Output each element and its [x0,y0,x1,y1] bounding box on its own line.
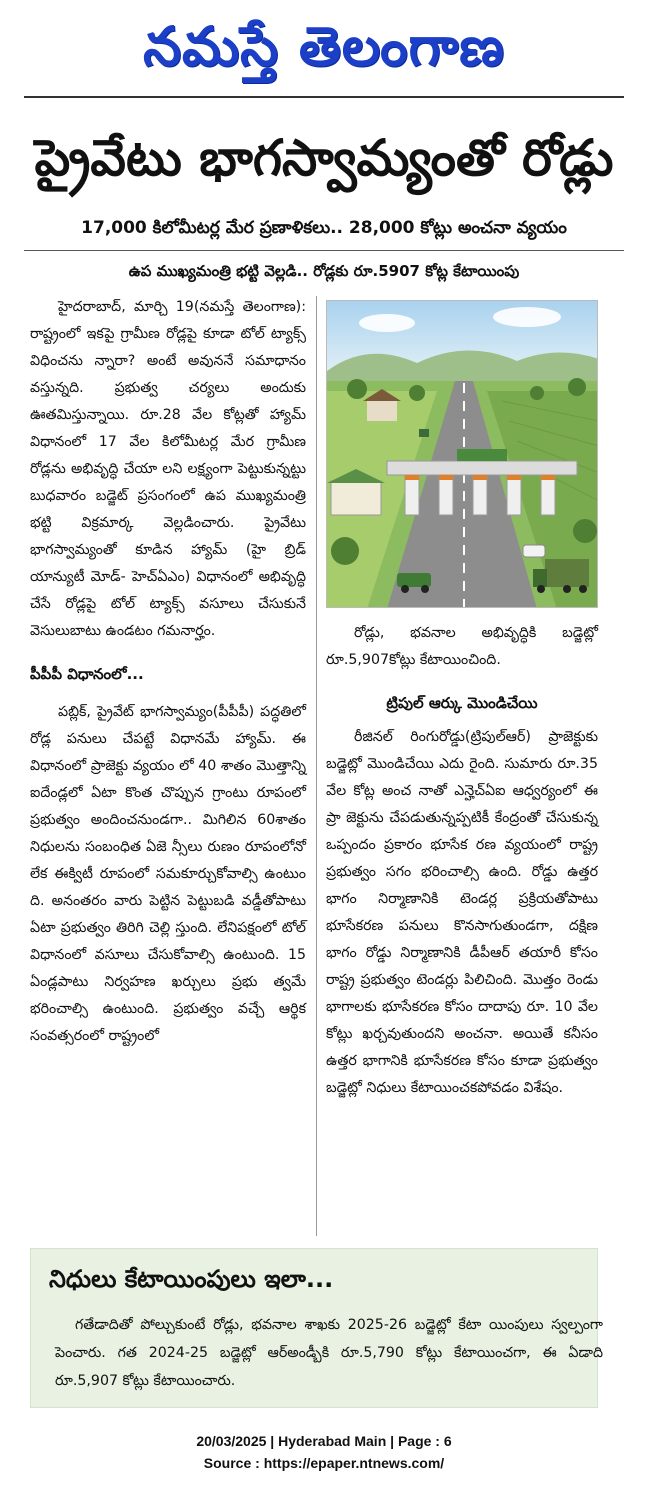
toll-plaza-image [327,301,598,608]
right-paragraph-1: రోడ్లు, భవనాల అభివృద్ధికి బడ్జెట్లో రూ.5,907కోట్లు కేటాయించింది. [326,625,598,668]
right-paragraph-2: రీజినల్ రింగురోడ్డు(ట్రిపుల్ఆర్) ప్రాజెక్టుకు బడ్జెట్లో మొండిచేయి ఎదు రైంది. సుమారు రూ.35 వేల కోట్ల అంచ నాతో ఎన్హెచ్ఏఐ ఆధ్వర్యంలో ఈ ప్రా జెక్టును చేపడుతున్నప్పటికీ కేంద్రంతో చేసుకున్న ఒప్పందం ప్రకారం భూసేక రణ వ్యయంలో రాష్ట్ర ప్రభుత్వం సగం భరించాల్సి ఉంది. రోడ్డు ఉత్తర భాగం నిర్మాణానికి టెండర్ల ప్రక్రియతోపాటు భూసేకరణ పనులు కొనసాగుతుండగా, దక్షిణ భాగం రోడ్డు నిర్మాణానికి డీపీఆర్ తయారీ కోసం రాష్ట్ర ప్రభుత్వం టెండర్లు పిలిచింది. మొత్తం రెండు భాగాలకు భూసేకరణ కోసం దాదాపు రూ. 10 వేల కోట్లు ఖర్చవుతుందని అంచనా. అయితే కనీసం ఉత్తర భాగానికి భూసేకరణ కోసం కూడా ప్రభుత్వం బడ్జెట్లో నిధులు కేటాయించకపోవడం విశేషం. [326,729,598,1096]
column-divider [316,296,317,1236]
funding-box-title: నిధులు కేటాయింపులు ఇలా... [49,1265,334,1293]
right-column [326,620,598,1102]
road-toll-illustration [326,300,598,608]
footer-date-edition: 20/03/2025 | Hyderabad Main | Page : 6 [196,1433,452,1449]
funding-box [30,1248,603,1408]
masthead-rule [24,96,624,98]
subheadline-primary: 17,000 కిలోమీటర్ల మేర ప్రణాళికలు.. 28,000 కోట్లు అంచనా వ్యయం [81,218,567,238]
left-column [30,294,306,1050]
headline: ప్రైవేటు భాగస్వామ్యంతో రోడ్లు [34,129,614,187]
right-subheading: ట్రిపుల్ ఆర్కు మొండిచేయి [386,694,538,712]
masthead-title: నమస్తే తెలంగాణ [143,15,505,78]
subhead-rule [24,250,624,251]
funding-box-text: గతేడాదితో పోల్చుకుంటే రోడ్లు, భవనాల శాఖకు 2025-26 బడ్జెట్లో కేటా యింపులు స్వల్పంగా పెంచారు. గత 2024-25 బడ్జెట్లో ఆర్అండ్బీకి రూ.5,790 కోట్లు కేటాయించగా, ఈ ఏడాది రూ.5,907 కోట్లు కేటాయించారు. [55,1317,603,1389]
masthead [0,4,648,90]
page-footer [0,1430,648,1474]
left-paragraph-2: పబ్లిక్, ప్రైవేట్ భాగస్వామ్యం(పీపీపీ) పద్ధతిలో రోడ్ల పనులు చేపట్టే విధానమే హ్యామ్. ఈ విధానంలో ప్రాజెక్టు వ్యయం లో 40 శాతం మొత్తాన్ని ఐదేండ్లలో ఏటా కొంత చొప్పున గ్రాంటు రూపంలో ప్రభుత్వం అందించనుండగా.. మిగిలిన 60శాతం నిధులను సంబంధిత ఏజె న్సీలు రుణం రూపంలోనో లేక ఈక్విటీ రూపంలో సమకూర్చుకోవాల్సి ఉంటుం ది. అనంతరం వారు పెట్టిన పెట్టుబడి వడ్డీతోపాటు ఏటా ప్రభుత్వం తిరిగి చెల్లి స్తుంది. లేనిపక్షంలో టోల్ విధానంలో వసూలు చేసుకోవాల్సి ఉంటుంది. 15 ఏండ్లపాటు నిర్వహణ ఖర్చులు ప్రభు త్వమే భరించాల్సి ఉంటుంది. ప్రభుత్వం వచ్చే ఆర్థిక సంవత్సరంలో రాష్ట్రంలో [30,704,306,1044]
left-paragraph-1: హైదరాబాద్, మార్చి 19(నమస్తే తెలంగాణ): రాష్ట్రంలో ఇకపై గ్రామీణ రోడ్లపై కూడా టోల్ ట్యాక్స్ విధించను న్నారా? అంటే అవుననే సమాధానం వస్తున్నది. ప్రభుత్వ చర్యలు అందుకు ఊతమిస్తున్నాయి. రూ.28 వేల కోట్లతో హ్యామ్ విధానంలో 17 వేల కిలోమీటర్ల మేర గ్రామీణ రోడ్లను అభివృద్ధి చేయా లని లక్ష్యంగా పెట్టుకున్నట్టు బుధవారం బడ్జెట్ ప్రసంగంలో ఉప ముఖ్యమంత్రి భట్టి విక్రమార్క వెల్లడించారు. ప్రైవేటు భాగస్వామ్యంతో కూడిన హ్యామ్ (హై బ్రిడ్ యాన్యుటీ మోడ్- హెచ్ఏఎం) విధానంలో అభివృద్ధి చేసే రోడ్లపై టోల్ ట్యాక్స్ వసూలు చేసుకునే వెసులుబాటు ఉండటం గమనార్హం. [30,299,306,639]
subheadline-secondary: ఉప ముఖ్యమంత్రి భట్టి వెల్లడి.. రోడ్లకు రూ.5907 కోట్ల కేటాయింపు [128,262,520,280]
footer-source: Source : https://epaper.ntnews.com/ [203,1455,445,1471]
left-subheading: పీపీపీ విధానంలో... [30,665,144,683]
